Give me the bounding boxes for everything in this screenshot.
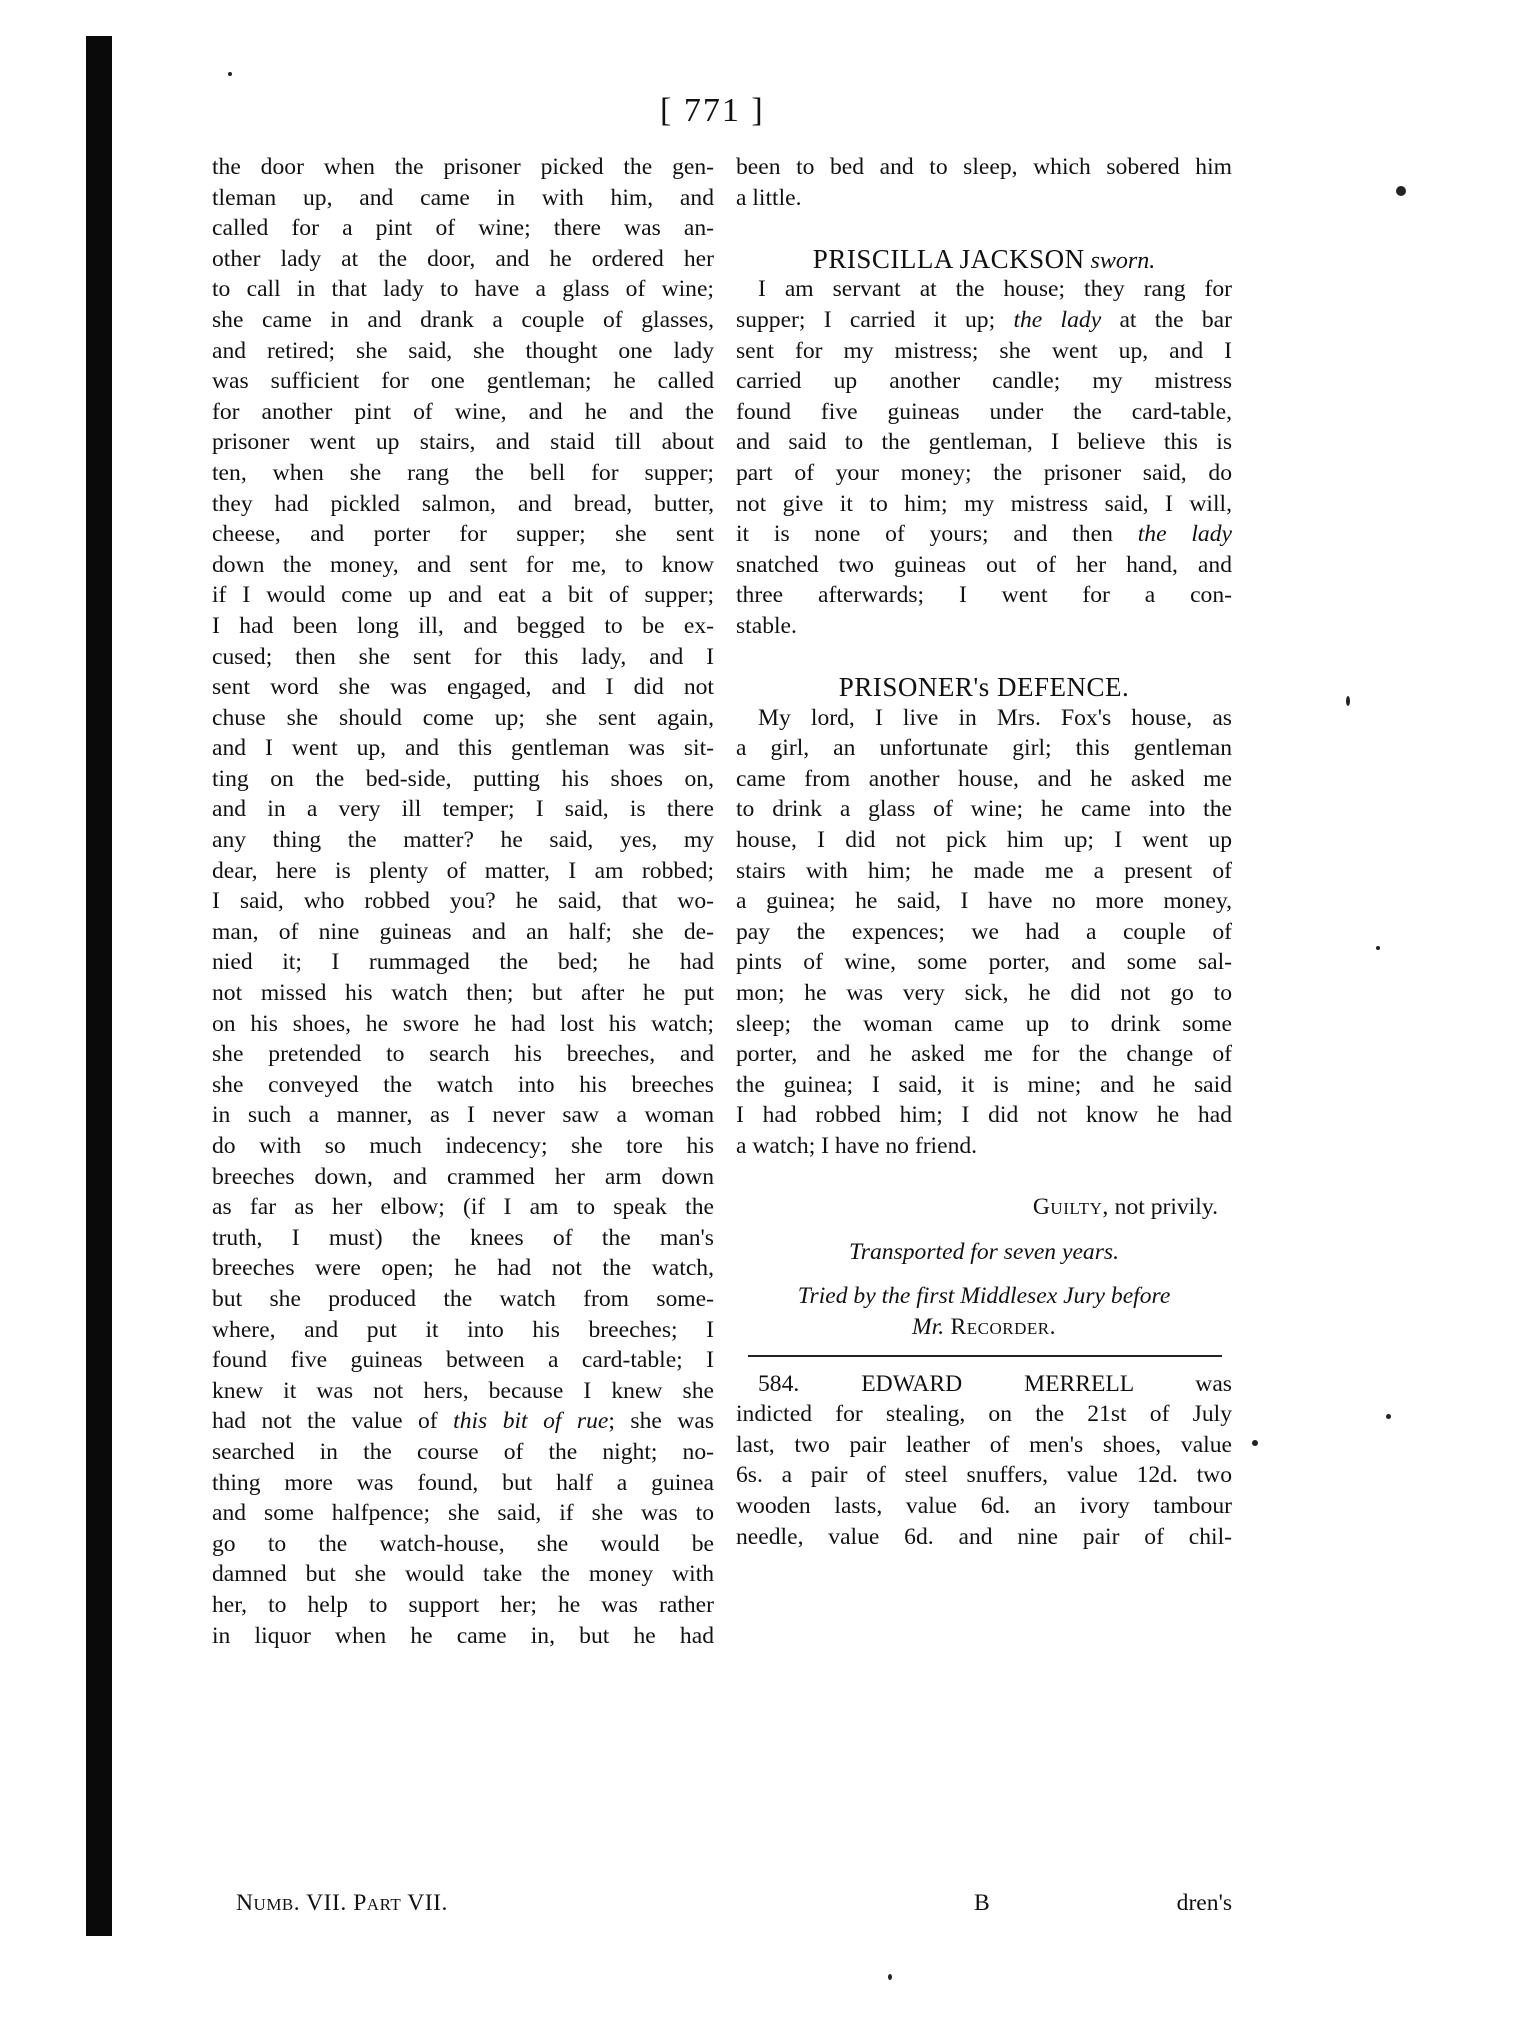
text-line: three afterwards; I went for a con- bbox=[736, 582, 1232, 609]
text-line: a guinea; he said, I have no more money, bbox=[736, 888, 1232, 915]
text-line: other lady at the door, and he ordered her bbox=[212, 245, 714, 272]
text-line: she pretended to search his breeches, and bbox=[212, 1041, 714, 1068]
text-line: she conveyed the watch into his breeches bbox=[212, 1071, 714, 1098]
text-line: for another pint of wine, and he and the bbox=[212, 398, 714, 425]
text-line: porter, and he asked me for the change of bbox=[736, 1041, 1232, 1068]
text-line: I am servant at the house; they rang for bbox=[758, 276, 1232, 303]
text-line: not missed his watch then; but after he put bbox=[212, 980, 714, 1007]
text-line: a watch; I have no friend. bbox=[736, 1133, 978, 1159]
spacer bbox=[736, 213, 1232, 244]
text-line: not give it to him; my mistress said, I will, bbox=[736, 490, 1232, 517]
text-line: and I went up, and this gentleman was sit- bbox=[212, 735, 714, 762]
text-line: thing more was found, but half a guinea bbox=[212, 1469, 714, 1496]
text-line: nied it; I rummaged the bed; he had bbox=[212, 949, 714, 976]
text-line: knew it was not hers, because I knew she bbox=[212, 1377, 714, 1404]
text-line: they had pickled salmon, and bread, butter, bbox=[212, 490, 714, 517]
scan-speck bbox=[1386, 1414, 1391, 1419]
text-line: been to bed and to sleep, which sobered him bbox=[736, 154, 1232, 180]
text-line: snatched two guineas out of her hand, and bbox=[736, 551, 1232, 578]
text-line: cheese, and porter for supper; she sent bbox=[212, 521, 714, 548]
text-line: chuse she should come up; she sent again, bbox=[212, 704, 714, 731]
text-line: and in a very ill temper; I said, is there bbox=[212, 796, 714, 823]
text-line: to drink a glass of wine; he came into the bbox=[736, 796, 1232, 823]
text-line: the door when the prisoner picked the gen- bbox=[212, 154, 714, 180]
left-column bbox=[212, 152, 714, 1651]
defence-heading: PRISONER's DEFENCE. bbox=[838, 672, 1130, 703]
text-line: dear, here is plenty of matter, I am robbed; bbox=[212, 857, 714, 884]
text-line: part of your money; the prisoner said, do bbox=[736, 459, 1232, 486]
text-line: as far as her elbow; (if I am to speak the bbox=[212, 1194, 714, 1221]
text-line: tleman up, and came in with him, and bbox=[212, 184, 714, 211]
text-line: needle, value 6d. and nine pair of chil- bbox=[736, 1523, 1232, 1550]
text-line: found five guineas under the card-table, bbox=[736, 398, 1232, 425]
text-line: had not the value of this bit of rue; she was bbox=[212, 1408, 714, 1435]
text-line: ting on the bed-side, putting his shoes on, bbox=[212, 765, 714, 792]
text-line: but she produced the watch from some- bbox=[212, 1285, 714, 1312]
text-line: was sufficient for one gentleman; he called bbox=[212, 368, 714, 395]
text-line: found five guineas between a card-table; I bbox=[212, 1347, 714, 1374]
text-line: 6s. a pair of steel snuffers, value 12d. two bbox=[736, 1462, 1232, 1489]
spacer bbox=[736, 1223, 1232, 1237]
spacer bbox=[736, 1162, 1232, 1193]
text-line: ten, when she rang the bell for supper; bbox=[212, 459, 714, 486]
text-line: wooden lasts, value 6d. an ivory tambour bbox=[736, 1492, 1232, 1519]
witness-testimony-lines bbox=[736, 336, 1232, 520]
text-line: her, to help to support her; he was rather bbox=[212, 1591, 714, 1618]
text-line: man, of nine guineas and an half; she de- bbox=[212, 918, 714, 945]
spacer bbox=[736, 642, 1232, 673]
text-line: and retired; she said, she thought one lady bbox=[212, 337, 714, 364]
text-line: came from another house, and he asked me bbox=[736, 765, 1232, 792]
text-line: called for a pint of wine; there was an- bbox=[212, 215, 714, 242]
text-line: and said to the gentleman, I believe this is bbox=[736, 429, 1232, 456]
text-line: cused; then she sent for this lady, and I bbox=[212, 643, 714, 670]
witness-testimony-lines-end bbox=[736, 550, 1232, 642]
text-line: sleep; the woman came up to drink some bbox=[736, 1010, 1232, 1037]
text-line: stable. bbox=[736, 612, 797, 639]
left-column-lines bbox=[212, 152, 714, 1406]
witness-heading: PRISCILLA JACKSON sworn. bbox=[812, 243, 1156, 274]
text-line: any thing the matter? he said, yes, my bbox=[212, 827, 714, 854]
text-line: truth, I must) the knees of the man's bbox=[212, 1224, 714, 1251]
text-line: house, I did not pick him up; I went up bbox=[736, 827, 1232, 854]
scan-speck bbox=[1252, 1440, 1258, 1446]
signature-mark: B bbox=[974, 1890, 990, 1916]
part-number: Numb. VII. Part VII. bbox=[236, 1890, 448, 1916]
page-number: [ 771 ] bbox=[660, 92, 765, 129]
text-line: searched in the course of the night; no- bbox=[212, 1438, 714, 1465]
left-column-lines-after bbox=[212, 1437, 714, 1651]
text-line: down the money, and sent for me, to know bbox=[212, 551, 714, 578]
catchword: dren's bbox=[1176, 1890, 1232, 1916]
scan-speck bbox=[888, 1974, 892, 1980]
text-line: do with so much indecency; she tore his bbox=[212, 1133, 714, 1159]
case-indictment-lines bbox=[736, 1399, 1232, 1552]
text-line: sent word she was engaged, and I did not bbox=[212, 674, 714, 701]
text-line: stairs with him; he made me a present of bbox=[736, 857, 1232, 884]
text-line: in such a manner, as I never saw a woman bbox=[212, 1102, 714, 1129]
case-heading-line: 584. EDWARD MERRELL was bbox=[758, 1370, 1232, 1397]
scan-speck bbox=[1376, 946, 1380, 950]
text-line: indicted for stealing, on the 21st of July bbox=[736, 1401, 1232, 1428]
text-line: My lord, I live in Mrs. Fox's house, as bbox=[758, 704, 1232, 731]
text-line: sent for my mistress; she went up, and I bbox=[736, 337, 1232, 364]
text-line: breeches down, and crammed her arm down bbox=[212, 1163, 714, 1190]
scan-speck bbox=[1396, 186, 1406, 196]
right-column bbox=[736, 152, 1232, 1552]
text-line: supper; I carried it up; the lady at the bar bbox=[736, 306, 1232, 333]
text-line: go to the watch-house, she would be bbox=[212, 1530, 714, 1557]
scan-speck bbox=[1346, 696, 1350, 706]
text-line: if I would come up and eat a bit of supper; bbox=[212, 582, 714, 609]
text-line: a little. bbox=[736, 184, 802, 211]
text-line: I had robbed him; I did not know he had bbox=[736, 1102, 1232, 1129]
tried-by-line-1: Tried by the first Middlesex Jury before bbox=[797, 1283, 1171, 1310]
sentence: Transported for seven years. bbox=[848, 1238, 1119, 1265]
text-line: a girl, an unfortunate girl; this gentleman bbox=[736, 735, 1232, 762]
text-line: I had been long ill, and begged to be ex- bbox=[212, 612, 714, 639]
text-line: in liquor when he came in, but he had bbox=[212, 1622, 714, 1649]
text-line: damned but she would take the money with bbox=[212, 1561, 714, 1588]
spacer bbox=[736, 1267, 1232, 1281]
text-line: last, two pair leather of men's shoes, value bbox=[736, 1431, 1232, 1458]
text-line: to call in that lady to have a glass of wine; bbox=[212, 276, 714, 303]
text-line: pints of wine, some porter, and some sal- bbox=[736, 949, 1232, 976]
text-line: she came in and drank a couple of glasses, bbox=[212, 306, 714, 333]
defence-lines bbox=[736, 703, 1232, 1162]
tried-by-line-2: Mr. Recorder. bbox=[912, 1313, 1056, 1340]
text-line: and some halfpence; she said, if she was to bbox=[212, 1500, 714, 1527]
text-line: prisoner went up stairs, and staid till about bbox=[212, 429, 714, 456]
scan-speck bbox=[228, 72, 232, 76]
verdict: Guilty, not privily. bbox=[1032, 1194, 1218, 1221]
text-line: it is none of yours; and then the lady bbox=[736, 521, 1232, 548]
text-line: carried up another candle; my mistress bbox=[736, 368, 1232, 395]
text-line: the guinea; I said, it is mine; and he said bbox=[736, 1071, 1232, 1098]
text-line: breeches were open; he had not the watch, bbox=[212, 1255, 714, 1282]
text-line: mon; he was very sick, he did not go to bbox=[736, 980, 1232, 1007]
book-spine-shadow bbox=[86, 36, 112, 1936]
text-line: on his shoes, he swore he had lost his watch; bbox=[212, 1010, 714, 1037]
text-line: pay the expences; we had a couple of bbox=[736, 918, 1232, 945]
section-divider bbox=[748, 1355, 1222, 1357]
text-line: where, and put it into his breeches; I bbox=[212, 1316, 714, 1343]
text-line: I said, who robbed you? he said, that wo- bbox=[212, 888, 714, 915]
